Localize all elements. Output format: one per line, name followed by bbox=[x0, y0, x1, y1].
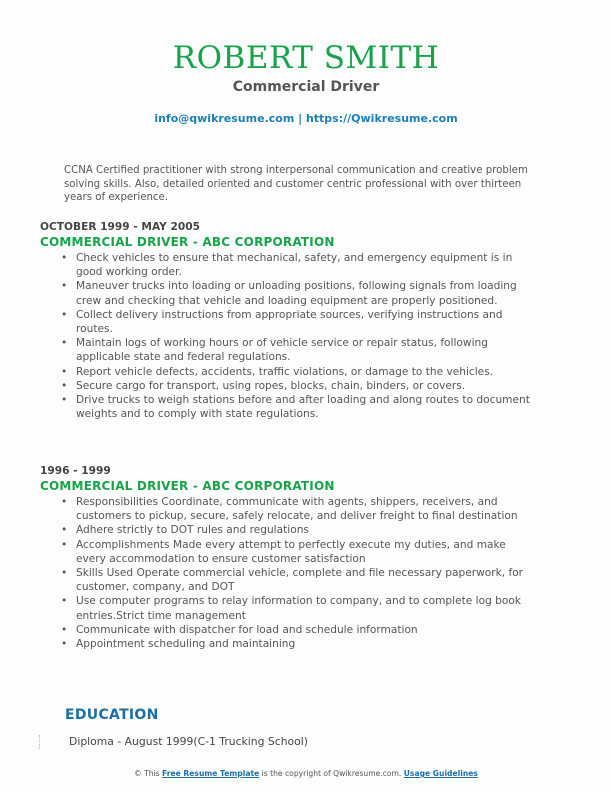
education-item: Diploma - August 1999(C-1 Trucking School) bbox=[69, 735, 308, 748]
contact-links[interactable]: info@qwikresume.com | https://Qwikresume.com bbox=[154, 112, 458, 125]
list-item: • Collect delivery instructions from appropriate sources, verifying instructions and routes. bbox=[40, 308, 530, 336]
list-item: • Responsibilities Coordinate, communicate with agents, shippers, receivers, and customers to pickup, secure, safely relocate, and deliver freight to final destination bbox=[40, 495, 530, 523]
footer-copyright: is the copyright of Qwikresume.com. bbox=[261, 769, 402, 778]
footer bbox=[0, 769, 612, 778]
job-dates: 1996 - 1999 bbox=[40, 465, 111, 477]
candidate-name: ROBERT SMITH bbox=[172, 40, 440, 76]
experience-entry bbox=[40, 221, 530, 421]
job-bullets bbox=[40, 495, 530, 651]
summary-text: CCNA Certified practitioner with strong interpersonal communication and creative problem solving skills. Also, detailed oriented and customer centric professional with over thirteen years of experience. bbox=[64, 165, 528, 203]
list-item: • Check vehicles to ensure that mechanical, safety, and emergency equipment is in good working order. bbox=[40, 251, 530, 279]
list-item: • Maneuver trucks into loading or unloading positions, following signals from loading crew and checking that vehicle and loading equipment are properly positioned. bbox=[40, 279, 530, 307]
job-role: COMMERCIAL DRIVER - ABC CORPORATION bbox=[40, 235, 335, 249]
list-item: • Adhere strictly to DOT rules and regulations bbox=[40, 523, 530, 537]
experience-entry bbox=[40, 465, 530, 651]
education-heading: EDUCATION bbox=[65, 707, 159, 723]
list-item: • Drive trucks to weigh stations before and after loading and along routes to document weights and to comply with state regulations. bbox=[40, 393, 530, 421]
usage-guidelines-link[interactable]: Usage Guidelines bbox=[403, 769, 478, 778]
list-item: • Communicate with dispatcher for load and schedule information bbox=[40, 623, 530, 637]
list-item: • Skills Used Operate commercial vehicle, complete and file necessary paperwork, for customer, company, and DOT bbox=[40, 566, 530, 594]
job-bullets bbox=[40, 251, 530, 421]
list-item: • Maintain logs of working hours or of vehicle service or repair status, following applicable state and federal regulations. bbox=[40, 336, 530, 364]
free-template-link[interactable]: Free Resume Template bbox=[162, 769, 260, 778]
candidate-title: Commercial Driver bbox=[232, 79, 380, 95]
list-item: • Use computer programs to relay information to company, and to complete log book entries.Strict time management bbox=[40, 594, 530, 622]
list-item: • Report vehicle defects, accidents, traffic violations, or damage to the vehicles. bbox=[40, 365, 530, 379]
job-role: COMMERCIAL DRIVER - ABC CORPORATION bbox=[40, 479, 335, 493]
footer-prefix: © This bbox=[134, 769, 160, 778]
list-item: • Appointment scheduling and maintaining bbox=[40, 637, 530, 651]
job-dates: OCTOBER 1999 - MAY 2005 bbox=[40, 221, 200, 233]
timeline-divider bbox=[39, 735, 41, 749]
list-item: • Accomplishments Made every attempt to perfectly execute my duties, and make every accommodation to ensure customer satisfaction bbox=[40, 538, 530, 566]
list-item: • Secure cargo for transport, using ropes, blocks, chain, binders, or covers. bbox=[40, 379, 530, 393]
